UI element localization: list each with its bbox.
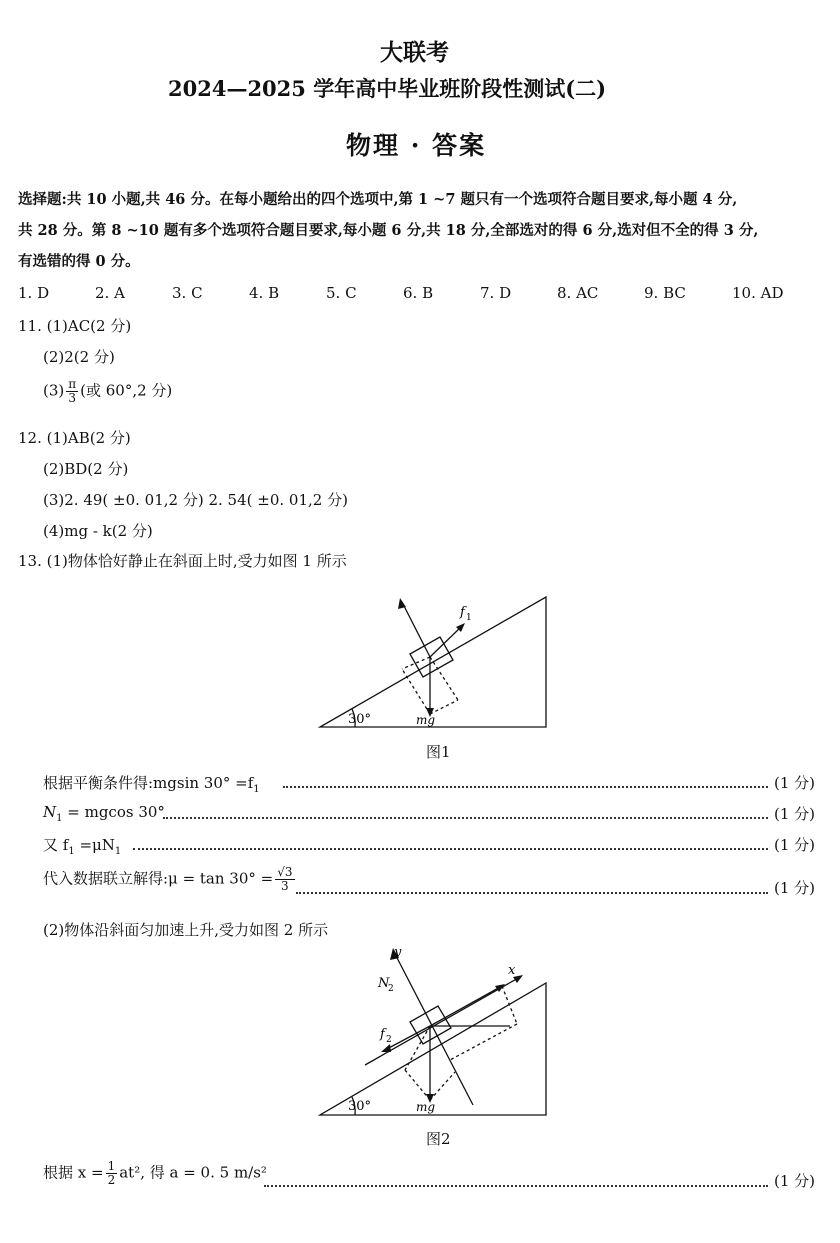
answer-5: 5. C [326, 284, 357, 302]
intro-line-3: 有选错的得 0 分。 [18, 253, 140, 270]
q11-part3 [43, 378, 172, 405]
figure-1 [310, 572, 560, 762]
fig1-mg: mg [416, 713, 436, 727]
figure-2-caption: 图2 [426, 1130, 451, 1148]
q12-part3: (3)2. 49( ±0. 01,2 分) 2. 54( ±0. 01,2 分) [43, 491, 348, 509]
answer-2: 2. A [95, 284, 125, 302]
answer-1: 1. D [18, 284, 50, 302]
eq2-leader [163, 817, 768, 819]
eq5-leader [264, 1185, 768, 1187]
eq3-leader [133, 848, 768, 850]
eq4-leader [296, 892, 768, 894]
eq5-den: 2 [107, 1173, 116, 1187]
answer-3: 3. C [172, 284, 203, 302]
answer-9: 9. BC [644, 284, 686, 302]
n1-arrow [402, 602, 430, 657]
answer-6: 6. B [403, 284, 434, 302]
eq2-rest: = mgcos 30° [62, 803, 165, 821]
eq4 [43, 866, 297, 893]
answer-7: 7. D [480, 284, 512, 302]
figure-1-caption: 图1 [426, 743, 451, 761]
q11-part1: 11. (1)AC(2 分) [18, 317, 132, 335]
eq1-sub: 1 [253, 784, 260, 795]
eq5-num: 1 [107, 1159, 116, 1173]
incline-triangle-1 [320, 597, 546, 727]
answer-10: 10. AD [732, 284, 784, 302]
eq1-text: 根据平衡条件得:mgsin 30° =f [43, 774, 254, 792]
eq2 [43, 803, 165, 824]
eq3-rest: =μN [74, 836, 115, 854]
fig2-f: f [380, 1027, 385, 1042]
q11-part3-suffix: (或 60°,2 分) [80, 381, 173, 400]
eq1-leader [283, 786, 768, 788]
eq3 [43, 834, 121, 857]
eq4-score: (1 分) [774, 879, 816, 897]
eq3-text: 又 f [43, 836, 69, 854]
f1-arrow [430, 626, 462, 657]
answer-4: 4. B [249, 284, 280, 302]
intro-line-1: 选择题:共 10 小题,共 46 分。在每小题给出的四个选项中,第 1 ~7 题只有一个选项符合题目要求,每小题 4 分, [18, 191, 738, 208]
answer-8: 8. AC [557, 284, 599, 302]
intro-line-2: 共 28 分。第 8 ~10 题有多个选项符合题目要求,每小题 6 分,共 18 分,全部选对的得 6 分,选对但不全的得 3 分, [18, 222, 759, 239]
eq2-n: N [43, 803, 57, 821]
eq2-score: (1 分) [774, 805, 816, 823]
fig2-f-sub: 2 [386, 1035, 392, 1045]
eq1-score: (1 分) [774, 774, 816, 792]
q11-fraction [66, 378, 78, 405]
q12-part4: (4)mg - k(2 分) [43, 522, 153, 540]
eq5 [43, 1160, 267, 1187]
eq5-prefix: 根据 x = [43, 1163, 104, 1182]
fig2-y: y [394, 945, 402, 960]
subject-title: 物理 · 答案 [346, 131, 487, 160]
q11-fraction-den: 3 [68, 391, 77, 405]
fig2-n: N [378, 976, 390, 991]
fig1-f-sub: 1 [466, 613, 472, 623]
figure-2 [310, 940, 560, 1125]
eq4-num: √3 [277, 865, 293, 879]
exam-title: 2024—2025 学年高中毕业班阶段性测试(二) [168, 76, 607, 101]
fig1-angle: 30° [348, 712, 372, 727]
eq3-score: (1 分) [774, 836, 816, 854]
q13-part2: (2)物体沿斜面匀加速上升,受力如图 2 所示 [43, 921, 329, 939]
eq4-den: 3 [281, 879, 289, 893]
pull-arrow [430, 986, 502, 1026]
fig2-angle: 30° [348, 1099, 372, 1114]
eq2-sub: 1 [56, 813, 63, 824]
q12-part1: 12. (1)AB(2 分) [18, 429, 131, 447]
eq3-sub: 1 [68, 846, 75, 857]
q11-fraction-num: π [68, 377, 77, 391]
eq5-fraction [106, 1160, 118, 1187]
q11-part3-prefix: (3) [43, 381, 65, 400]
header-org: 大联考 [380, 39, 449, 66]
q11-part2: (2)2(2 分) [43, 348, 115, 366]
fig2-n-sub: 2 [388, 984, 394, 994]
q13-part1: 13. (1)物体恰好静止在斜面上时,受力如图 1 所示 [18, 552, 347, 570]
eq5-suffix: at², 得 a = 0. 5 m/s² [119, 1163, 267, 1182]
fig1-f: f [460, 605, 465, 620]
fig2-x: x [508, 963, 516, 978]
eq4-text: 代入数据联立解得:μ = tan 30° = [43, 869, 274, 888]
eq4-fraction [275, 866, 294, 893]
y-axis [394, 952, 473, 1105]
eq3-sub2: 1 [114, 846, 122, 857]
eq1 [43, 772, 260, 795]
fig2-mg: mg [416, 1100, 436, 1114]
q12-part2: (2)BD(2 分) [43, 460, 129, 478]
eq5-score: (1 分) [774, 1172, 816, 1190]
